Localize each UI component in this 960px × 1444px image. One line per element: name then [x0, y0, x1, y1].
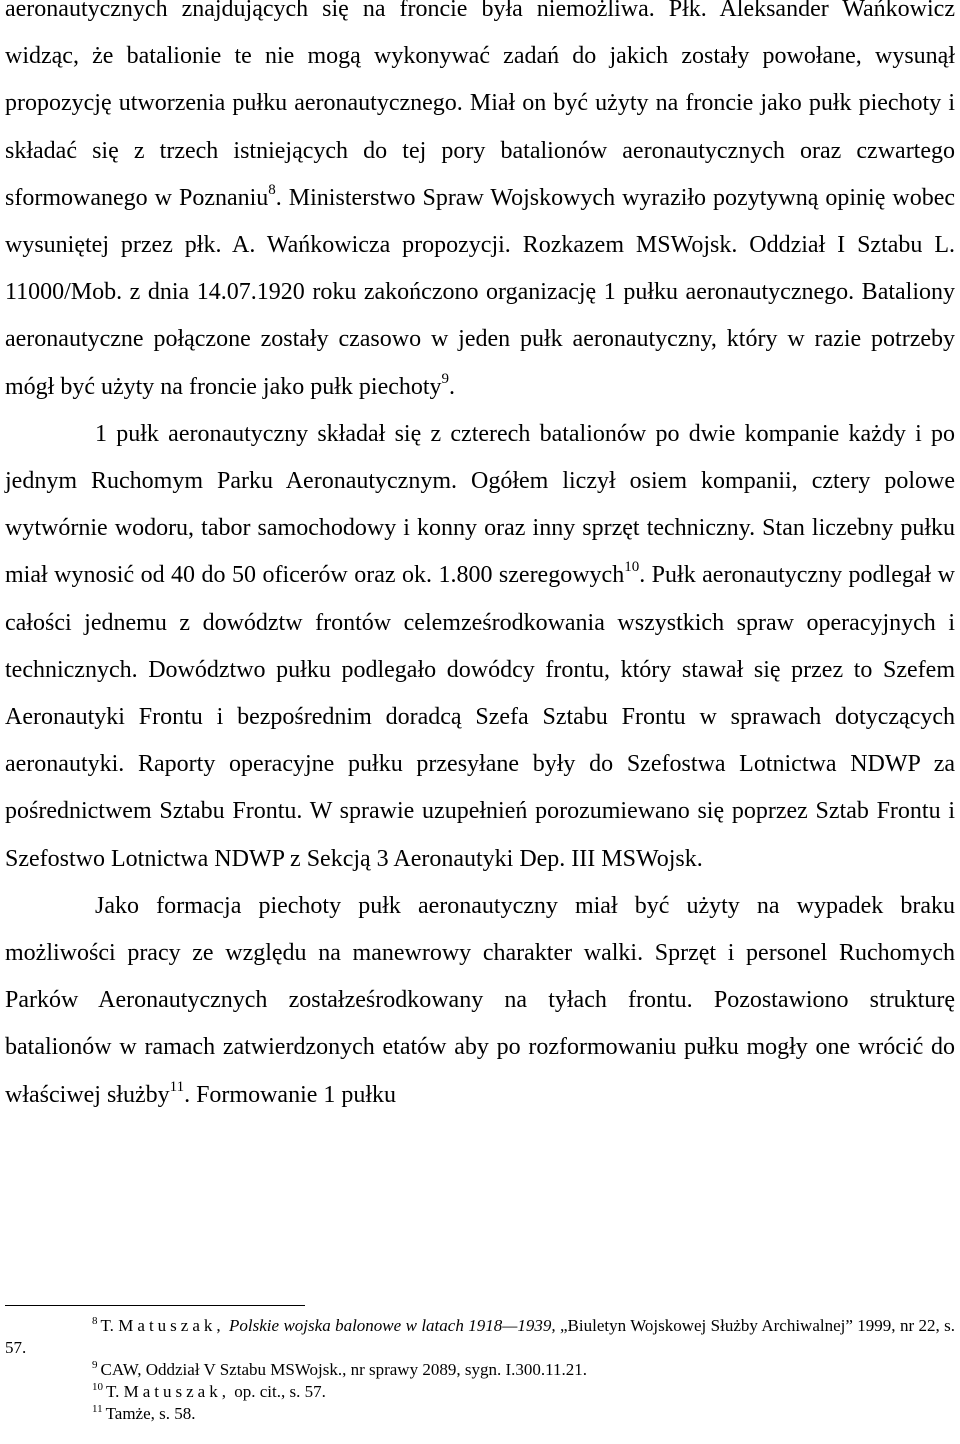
footnote-9 [5, 1359, 955, 1381]
paragraph-2-text-a: 1 pułk aeronautyczny składał się z czterech batalionów po dwie kompanie każdy i po jednym Ruchomym Parku Aeronautycznym. Ogółem liczył osiem kompanii, cztery polowe wytwórnie wodoru, tabor samochodowy i konny oraz inny sprzęt techniczny. Stan liczebny pułku miał wynosić od 40 do 50 oficerów oraz ok. 1.800 szeregowych [5, 420, 955, 589]
paragraph-3-text-a: Jako formacja piechoty pułk aeronautyczny miał być użyty na wypadek braku możliwości pracy ze względu na manewrowy charakter walki. Sprzęt i personel Ruchomych Parków Aeronautycznych zostałześrodkowany na tyłach frontu. Pozostawiono strukturę batalionów w ramach zatwierdzonych etatów aby po rozformowaniu pułku mogły one wrócić do właściwej służby [5, 892, 955, 1108]
footnote-8 [5, 1315, 955, 1359]
paragraph-1-text-b: . Ministerstwo Spraw Wojskowych wyraziło pozytywną opinię wobec wysuniętej przez płk. A. Wańkowicza propozycji. Rozkazem MSWojsk. Oddział I Sztabu L. 11000/Mob. z dnia 14.07.1920 roku zakończono organizację 1 pułku aeronautycznego. Bataliony aeronautyczne połączone zostały czasowo w jeden pułk aeronautyczny, który w razie potrzeby mógł być użyty na froncie jako pułk piechoty [5, 184, 955, 400]
footnote-ref-9[interactable]: 9 [441, 370, 450, 387]
paragraph-1 [5, 0, 955, 411]
footnote-citation: op. cit., s. 57. [234, 1382, 326, 1401]
footnote-ref-10[interactable]: 10 [624, 559, 640, 576]
footnote-separator [5, 1305, 305, 1306]
footnote-10 [5, 1381, 955, 1403]
paragraph-2-text-b: . Pułk aeronautyczny podlegał w całości jednemu z dowództw frontów celemześrodkowania wszystkich spraw operacyjnych i technicznych. Dowództwo pułku podlegało dowódcy frontu, który stawał się przez to Szefem Aeronautyki Frontu i bezpośrednim doradcą Szefa Sztabu Frontu w sprawach dotyczących aeronautyki. Raporty operacyjne pułku przesyłane były do Szefostwa Lotnictwa NDWP za pośrednictwem Sztabu Frontu. W sprawie uzupełnień porozumiewano się poprzez Sztab Frontu i Szefostwo Lotnictwa NDWP z Sekcją 3 Aeronautyki Dep. III MSWojsk. [5, 562, 955, 872]
footnote-author-prefix: T. [100, 1316, 114, 1335]
paragraph-3-text-b: . Formowanie 1 pułku [184, 1081, 397, 1108]
footnote-number: 10 [92, 1381, 103, 1393]
footnote-ref-11[interactable]: 11 [169, 1078, 185, 1095]
document-page [5, 0, 955, 1119]
footnote-author: Matuszak, [118, 1316, 225, 1335]
footnotes-section [5, 1315, 955, 1425]
footnote-number: 8 [92, 1315, 98, 1327]
paragraph-3 [5, 883, 955, 1119]
footnote-11 [5, 1403, 955, 1425]
paragraph-2 [5, 411, 955, 883]
footnote-author-prefix: T. [106, 1382, 120, 1401]
footnote-author: Matuszak, [123, 1382, 230, 1401]
footnote-ref-8[interactable]: 8 [268, 181, 276, 198]
footnote-title: Polskie wojska balonowe w latach 1918—1939, [229, 1316, 556, 1335]
footnote-text: CAW, Oddział V Sztabu MSWojsk., nr sprawy 2089, sygn. I.300.11.21. [100, 1360, 587, 1379]
footnote-number: 11 [92, 1403, 103, 1415]
paragraph-1-text-c: . [449, 373, 456, 400]
footnote-number: 9 [92, 1359, 98, 1371]
footnote-text: Tamże, s. 58. [105, 1404, 196, 1423]
paragraph-1-text-a: aeronautycznych znajdujących się na froncie była niemożliwa. Płk. Aleksander Wańkowicz widząc, że batalionie te nie mogą wykonywać zadań do jakich zostały powołane, wysunął propozycję utworzenia pułku aeronautycznego. Miał on być użyty na froncie jako pułk piechoty i składać się z trzech istniejących do tej pory batalionów aeronautycznych oraz czwartego sformowanego w Poznaniu [5, 0, 955, 211]
footnote-citation: „Biuletyn Wojskowej Służby Archiwalnej” 1999, nr 22, s. 57. [5, 1316, 956, 1357]
